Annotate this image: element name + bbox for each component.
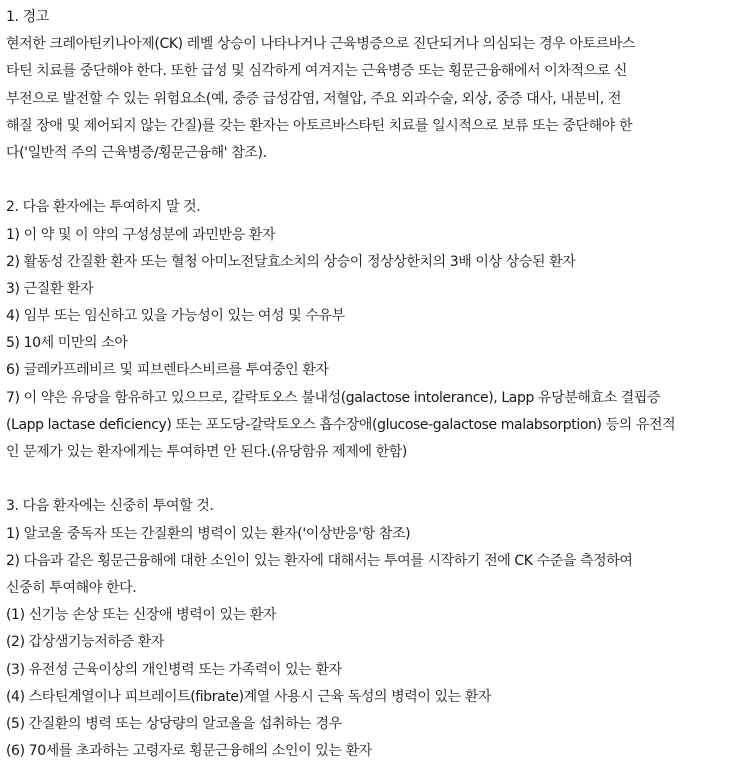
paragraph-line: 부전으로 발전할 수 있는 위험요소(예, 중증 급성감염, 저혈압, 주요 외과수술, 외상, 중증 대사, 내분비, 전 — [6, 90, 622, 107]
list-item: 6) 글레카프레비르 및 피브렌타스비르를 투여중인 환자 — [6, 362, 329, 379]
list-item: 5) 10세 미만의 소아 — [6, 335, 128, 352]
paragraph-line: 타틴 치료를 중단해야 한다. 또한 급성 및 심각하게 여겨지는 근육병증 또는 횡문근융해에서 이차적으로 신 — [6, 63, 628, 80]
list-item-line: 신중히 투여해야 한다. — [6, 579, 137, 596]
list-item-line: (Lapp lactase deficiency) 또는 포도당-갈락토오스 흡수장애(glucose-galactose malabsorption) 등의 유전적 — [6, 416, 676, 433]
list-item-line: 2) 다음과 같은 횡문근융해에 대한 소인이 있는 환자에 대해서는 투여를 시작하기 전에 CK 수준을 측정하여 — [6, 552, 633, 569]
list-item: 2) 활동성 간질환 환자 또는 혈청 아미노전달효소치의 상승이 정상상한치의 3배 이상 상승된 환자 — [6, 253, 576, 270]
section-1-heading: 1. 경고 — [6, 9, 49, 25]
list-item: 1) 알코올 중독자 또는 간질환의 병력이 있는 환자('이상반응'항 참조) — [6, 525, 411, 542]
section-3-heading: 3. 다음 환자에는 신중히 투여할 것. — [6, 498, 214, 515]
list-item: 1) 이 약 및 이 약의 구성성분에 과민반응 환자 — [6, 226, 276, 243]
paragraph-line: 현저한 크레아틴키나아제(CK) 레벨 상승이 나타나거나 근육병증으로 진단되거나 의심되는 경우 아토르바스 — [6, 36, 636, 53]
spacer — [6, 466, 742, 493]
paragraph-line: 해질 장애 및 제어되지 않는 간질)를 갖는 환자는 아토르바스타틴 치료를 일시적으로 보류 또는 중단해야 한 — [6, 117, 633, 134]
sub-list-item: (5) 간질환의 병력 또는 상당량의 알코올을 섭취하는 경우 — [6, 715, 342, 732]
list-item-7 — [6, 385, 742, 467]
sub-list — [6, 602, 742, 765]
warning-paragraph — [6, 31, 742, 167]
list-item-line: 인 문제가 있는 환자에게는 투여하면 안 된다.(유당함유 제제에 한함) — [6, 444, 407, 460]
section-2-heading: 2. 다음 환자에는 투여하지 말 것. — [6, 199, 201, 216]
sub-list-item: (4) 스타틴계열이나 피브레이트(fibrate)계열 사용시 근육 독성의 병력이 있는 환자 — [6, 688, 492, 705]
list-item-line: 7) 이 약은 유당을 함유하고 있으므로, 갈락토오스 불내성(galactose intolerance), Lapp 유당분해효소 결핍증 — [6, 389, 661, 406]
spacer — [6, 167, 742, 194]
sub-list-item: (6) 70세를 초과하는 고령자로 횡문근융해의 소인이 있는 환자 — [6, 743, 372, 760]
sub-list-item: (3) 유전성 근육이상의 개인병력 또는 가족력이 있는 환자 — [6, 661, 342, 678]
list-item: 3) 근질환 환자 — [6, 280, 94, 297]
list-item-2 — [6, 548, 742, 602]
list-item: 4) 임부 또는 임신하고 있을 가능성이 있는 여성 및 수유부 — [6, 308, 345, 325]
sub-list-item: (1) 신기능 손상 또는 신장애 병력이 있는 환자 — [6, 607, 277, 624]
document-body — [6, 4, 742, 765]
paragraph-line: 다('일반적 주의 근육병증/횡문근융해' 참조). — [6, 144, 267, 161]
sub-list-item: (2) 갑상샘기능저하증 환자 — [6, 634, 164, 651]
